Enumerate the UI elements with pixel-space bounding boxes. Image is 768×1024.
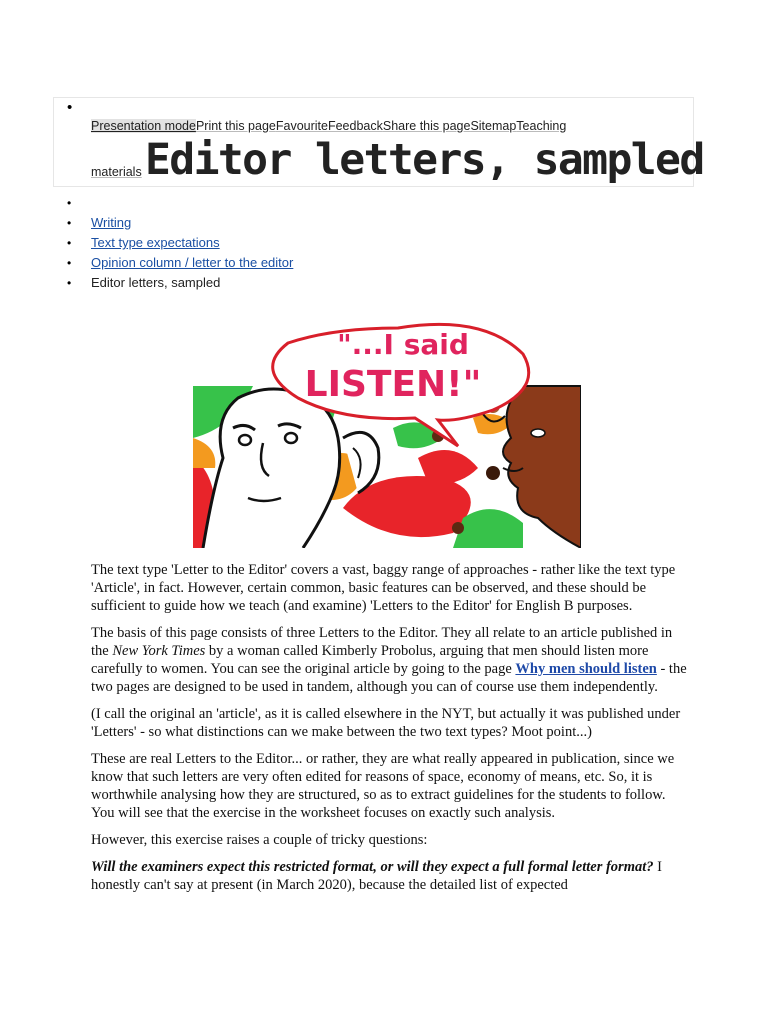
breadcrumb-current: Editor letters, sampled	[91, 275, 221, 290]
paragraph-basis	[91, 624, 691, 696]
teaching-materials-link[interactable]: Teaching	[516, 119, 567, 133]
listen-illustration	[193, 318, 581, 548]
feedback-link[interactable]: Feedback	[327, 119, 383, 133]
breadcrumb-link-opinion-column[interactable]: Opinion column / letter to the editor	[91, 255, 294, 270]
speech-text-line2: LISTEN!"	[304, 364, 482, 405]
presentation-mode-link[interactable]: Presentation mode	[91, 119, 196, 133]
page-toolbar	[91, 118, 651, 134]
paragraph-real-letters: These are real Letters to the Editor... or rather, they are what really appeared in publication, since we know that such letters are very often edited for reasons of space, economy of means, etc. So, it is worthwhile analysing how they are structured, so as to extract guidelines for the students to follow. You will see that the exercise in the worksheet focuses on exactly such analysis.	[91, 751, 675, 821]
newspaper-name: New York Times	[112, 643, 206, 659]
speech-text-line1: "...I said	[337, 328, 469, 361]
share-page-link[interactable]: Share this page	[382, 119, 471, 133]
paragraph-question-one	[91, 858, 691, 894]
breadcrumb-link-text-type[interactable]: Text type expectations	[91, 235, 220, 250]
sitemap-link[interactable]: Sitemap	[470, 119, 517, 133]
teaching-materials-link-continued[interactable]: materials	[91, 165, 142, 179]
text-run: The basis of this page consists of three Letters to the Editor. They all relate to an article published in the	[91, 625, 673, 659]
eye	[531, 429, 545, 437]
breadcrumb-link-writing[interactable]: Writing	[91, 215, 132, 230]
paragraph-aside: (I call the original an 'article', as it is called elsewhere in the NYT, but actually it was published under 'Letters' - so what distinctions can we make between the two text types? Moot point...)	[91, 706, 681, 740]
paragraph-questions: However, this exercise raises a couple of tricky questions:	[91, 832, 428, 848]
article-body	[91, 561, 691, 903]
text-run: by a woman called Kimberly Probolus, arguing that men should listen more carefully to women. You can see the original article by going to the page	[91, 643, 649, 677]
favourite-link[interactable]: Favourite	[275, 119, 328, 133]
text-run: - the two pages are designed to be used in tandem, although you can of course use them independently.	[91, 661, 687, 695]
why-men-should-listen-link[interactable]: Why men should listen	[515, 661, 657, 677]
text-run: I honestly can't say at present (in March 2020), because the detailed list of expected	[91, 859, 662, 893]
small-figure	[486, 466, 500, 480]
paragraph-intro: The text type 'Letter to the Editor' covers a vast, baggy range of approaches - rather like the text type 'Article', in fact. However, certain common, basic features can be observed, and these should be sufficient to guide how we teach (and examine) 'Letters to the Editor' for English B purposes.	[91, 562, 676, 614]
header-bullet: •	[67, 99, 73, 116]
print-page-link[interactable]: Print this page	[195, 119, 276, 133]
page-title: Editor letters, sampled	[145, 135, 704, 185]
small-figure	[452, 522, 464, 534]
question-text: Will the examiners expect this restricted format, or will they expect a full formal letter format?	[91, 859, 654, 875]
